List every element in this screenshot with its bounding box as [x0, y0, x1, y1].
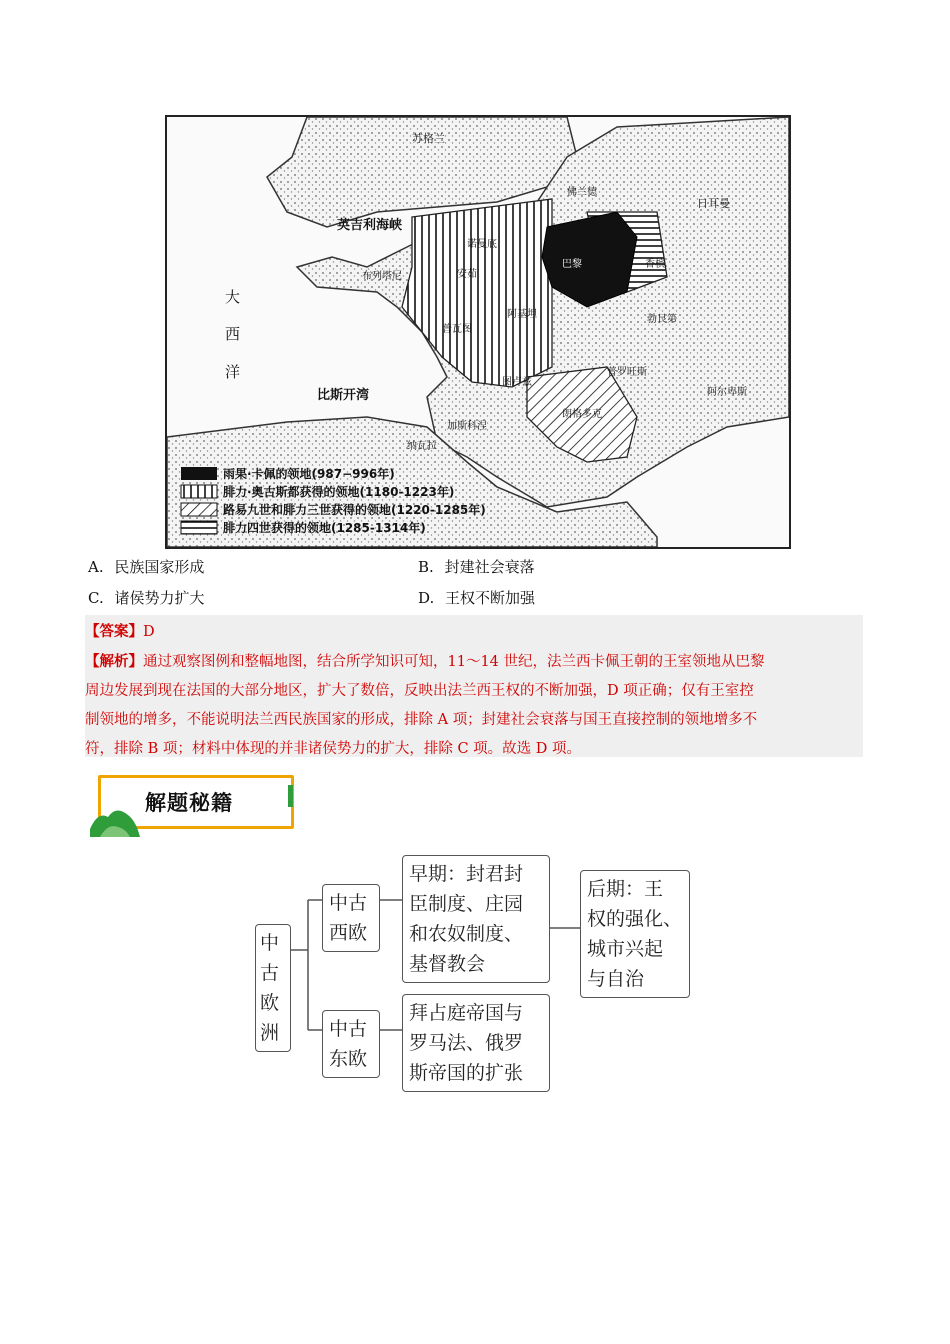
option-d-text: 王权不断加强 [445, 589, 536, 607]
node-west-line-1: 中古 [329, 892, 368, 914]
answer-line [85, 617, 863, 647]
label-flanders: 佛兰德 [567, 187, 597, 198]
option-c[interactable] [88, 588, 205, 608]
node-west-line-2: 西欧 [329, 922, 368, 944]
label-germany: 日耳曼 [697, 197, 730, 210]
answer-label: 【答案】 [85, 623, 143, 640]
label-normandy: 诺曼底 [467, 239, 497, 250]
node-west-late-line-2: 权的强化、 [587, 908, 683, 930]
answer-panel [85, 615, 863, 757]
label-atlantic-3: 洋 [225, 363, 241, 381]
analysis-line-1 [85, 647, 863, 677]
node-west-late-line-1: 后期：王 [587, 878, 664, 900]
label-gascony: 加斯科涅 [447, 421, 487, 432]
banner-title: 解题秘籍 [145, 791, 233, 815]
option-b[interactable] [418, 557, 535, 577]
label-navarre: 纳瓦拉 [407, 441, 437, 452]
analysis-line-4: 符，排除 B 项；材料中体现的并非诸侯势力的扩大，排除 C 项。故选 D 项。 [85, 741, 582, 757]
node-west-late-line-3: 城市兴起 [587, 938, 664, 960]
node-east [322, 1010, 380, 1078]
label-paris: 巴黎 [562, 259, 582, 270]
analysis-line-2: 周边发展到现在法国的大部分地区，扩大了数倍，反映出法兰西王权的不断加强，D 项正确；仅有王室控 [85, 683, 754, 699]
label-biscay: 比斯开湾 [317, 388, 370, 403]
node-root-line-1: 中古 [260, 932, 280, 984]
node-west [322, 884, 380, 952]
historical-map-france [165, 115, 791, 549]
node-west-early-line-1: 早期：封君封 [409, 863, 524, 885]
option-a[interactable] [88, 557, 204, 577]
analysis-line-3: 制领地的增多，不能说明法兰西民族国家的形成，排除 A 项；封建社会衰落与国王直接控制的领地增多不 [85, 712, 758, 728]
analysis-text-1: 通过观察图例和整幅地图，结合所学知识可知，11～14 世纪，法兰西卡佩王朝的王室领地从巴黎 [143, 654, 765, 670]
node-east-detail-line-3: 斯帝国的扩张 [409, 1062, 524, 1084]
label-languedoc: 朗格多克 [562, 409, 602, 420]
banner-accent [288, 785, 293, 807]
legend-swatch-capet [181, 467, 217, 480]
legend-text-louis: 路易九世和腓力三世获得的领地(1220-1285年) [223, 503, 486, 517]
option-c-text: 诸侯势力扩大 [114, 589, 205, 607]
legend-text-philip-iv: 腓力四世获得的领地(1285-1314年) [223, 521, 426, 535]
label-channel: 英吉利海峡 [337, 218, 403, 233]
option-d[interactable] [418, 588, 535, 608]
node-west-late-line-4: 与自治 [587, 968, 645, 990]
legend-text-capet: 雨果·卡佩的领地(987−996年) [223, 467, 395, 481]
node-west-early-line-4: 基督教会 [409, 953, 486, 975]
label-aquitaine: 阿基坦 [507, 309, 537, 320]
node-west-early-line-2: 臣制度、庄园 [409, 893, 524, 915]
node-root [255, 924, 291, 1052]
node-east-line-1: 中古 [329, 1018, 368, 1040]
tips-banner [90, 775, 300, 837]
option-b-key: B. [418, 558, 434, 576]
label-poitou: 普瓦图 [442, 324, 472, 335]
node-east-detail-line-2: 罗马法、俄罗 [409, 1032, 524, 1054]
node-east-detail-line-1: 拜占庭帝国与 [409, 1002, 524, 1024]
node-east-detail [402, 994, 550, 1092]
label-atlantic-2: 西 [225, 325, 241, 343]
legend-swatch-augustus [181, 485, 217, 498]
mountain-icon [90, 801, 142, 837]
option-d-key: D. [418, 589, 435, 607]
node-root-line-2: 欧洲 [260, 992, 280, 1044]
node-west-early [402, 855, 550, 983]
label-champagne: 香槟 [645, 259, 665, 270]
answer-value: D [143, 624, 155, 640]
label-toulouse: 图卢兹 [502, 377, 532, 388]
label-burgundy: 勃艮第 [647, 314, 677, 325]
label-alps: 阿尔卑斯 [707, 387, 747, 398]
map-drawing [167, 117, 789, 547]
option-b-text: 封建社会衰落 [444, 558, 535, 576]
label-provence: 普罗旺斯 [607, 367, 647, 378]
legend-text-augustus: 腓力·奥古斯都获得的领地(1180-1223年) [223, 485, 455, 499]
option-a-text: 民族国家形成 [114, 558, 205, 576]
label-brittany: 布列塔尼 [362, 271, 402, 282]
analysis-label: 【解析】 [85, 653, 143, 670]
option-c-key: C. [88, 589, 104, 607]
option-a-key: A. [88, 558, 104, 576]
node-west-early-line-3: 和农奴制度、 [409, 923, 524, 945]
label-anjou: 安茹 [457, 269, 477, 280]
label-atlantic-1: 大 [225, 288, 241, 306]
node-east-line-2: 东欧 [329, 1048, 368, 1070]
legend-swatch-louis [181, 503, 217, 516]
legend-swatch-philip-iv [181, 521, 217, 534]
node-west-late [580, 870, 690, 998]
label-scotland: 苏格兰 [412, 132, 445, 145]
